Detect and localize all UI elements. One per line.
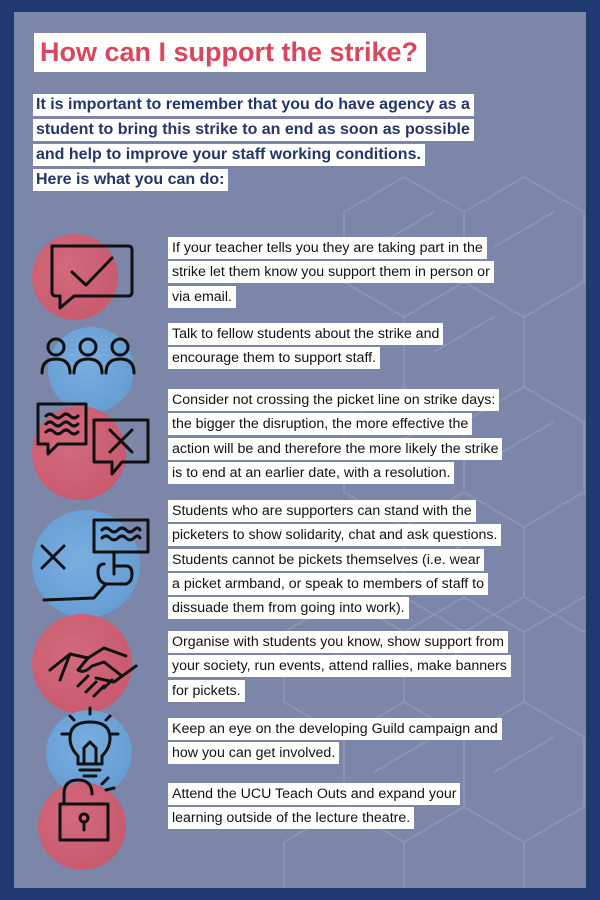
tip-line: Talk to fellow students about the strike and <box>168 323 443 345</box>
tip-line: Students who are supporters can stand with the <box>168 500 476 522</box>
tip-line: Organise with students you know, show support from <box>168 631 508 653</box>
tip-line: for pickets. <box>168 680 245 702</box>
tip-line: your society, run events, attend rallies, make banners <box>168 655 511 677</box>
tip-3-icon-group <box>32 392 152 502</box>
tip-line: picketers to show solidarity, chat and ask questions. <box>168 524 501 546</box>
group-of-people-icon <box>38 333 138 383</box>
tip-line: Students cannot be pickets themselves (i.e. wear <box>168 549 484 571</box>
handshake-icon <box>48 640 138 700</box>
tip-line: how you can get involved. <box>168 742 339 764</box>
tip-line: Consider not crossing the picket line on strike days: <box>168 389 499 411</box>
page-title: How can I support the strike? <box>34 33 426 72</box>
intro-line: and help to improve your staff working conditions. <box>33 144 425 166</box>
tip-line: Attend the UCU Teach Outs and expand your <box>168 783 460 805</box>
tip-line: via email. <box>168 286 236 308</box>
tip-7 <box>168 783 460 832</box>
tip-3 <box>168 389 502 486</box>
lightbulb-icon <box>60 708 120 778</box>
tip-1-icon-group <box>32 234 142 324</box>
tip-4 <box>168 500 501 621</box>
tip-2 <box>168 323 443 372</box>
tip-line: Keep an eye on the developing Guild campaign and <box>168 718 502 740</box>
intro-line: student to bring this strike to an end as soon as possible <box>33 119 474 141</box>
poster <box>14 12 586 888</box>
tip-line: is to end at an earlier date, with a resolution. <box>168 462 454 484</box>
tip-line: the bigger the disruption, the more effective the <box>168 413 472 435</box>
tip-line: If your teacher tells you they are taking part in the <box>168 237 487 259</box>
intro-line: It is important to remember that you do have agency as a <box>33 94 474 116</box>
tip-line: a picket armband, or speak to members of staff to <box>168 573 488 595</box>
tip-line: strike let them know you support them in person or <box>168 261 494 283</box>
tip-6 <box>168 718 502 767</box>
tip-4-icon-group <box>30 502 160 622</box>
tip-line: action will be and therefore the more likely the strike <box>168 438 502 460</box>
tip-line: dissuade them from going into work). <box>168 597 409 619</box>
speech-bubble-checkmark-icon <box>46 242 136 312</box>
tip-line: learning outside of the lecture theatre. <box>168 807 414 829</box>
tip-7-icon-group <box>34 772 144 872</box>
tip-line: encourage them to support staff. <box>168 347 380 369</box>
tip-1 <box>168 237 494 310</box>
intro-line: Here is what you can do: <box>33 169 228 191</box>
intro-text <box>33 94 573 194</box>
unlocked-padlock-icon <box>58 776 130 846</box>
tip-5 <box>168 631 511 704</box>
speech-bubbles-cross-icon <box>36 400 152 480</box>
picket-sign-icon <box>36 512 156 612</box>
